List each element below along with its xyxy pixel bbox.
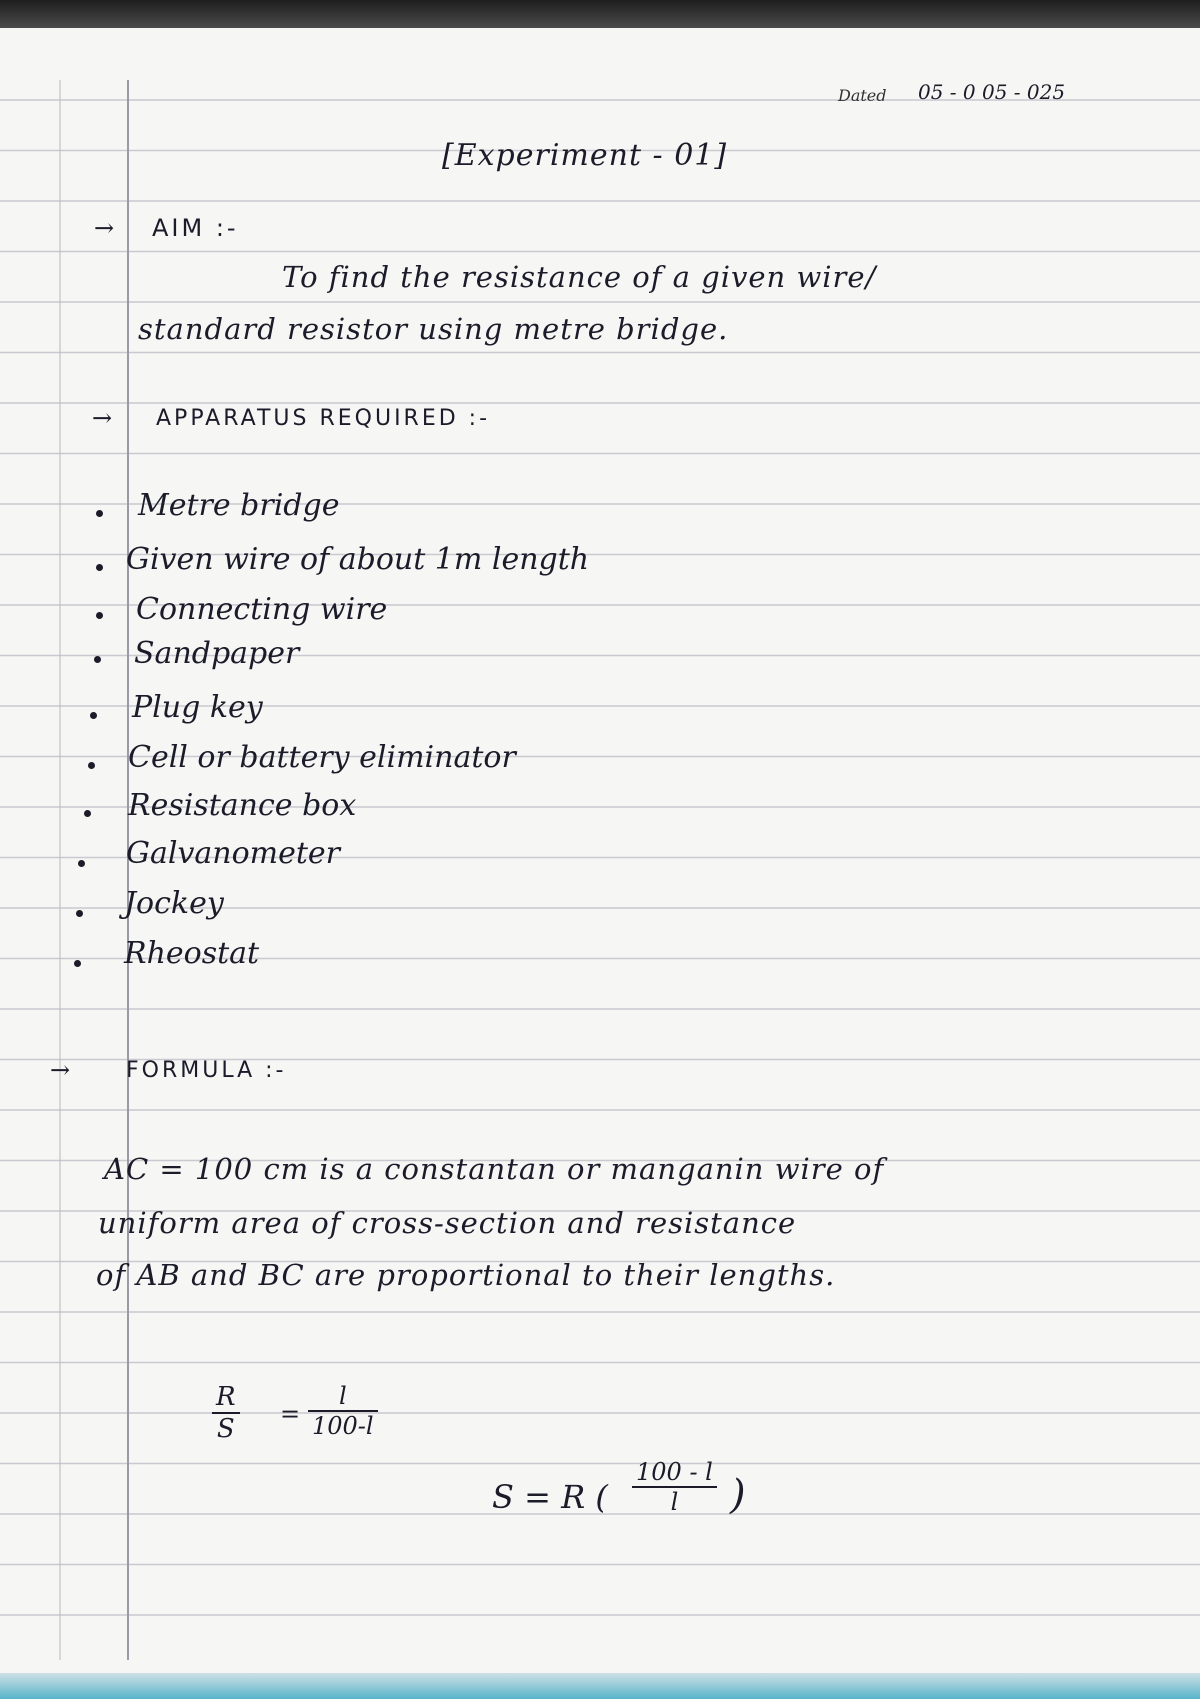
denominator: S [216, 1414, 235, 1444]
aim-heading: AIM :- [152, 214, 239, 242]
bullet-icon [96, 510, 103, 517]
fraction-r-over-s [212, 1382, 240, 1444]
list-item-text: Connecting wire [136, 592, 388, 627]
aim-line-1: To find the resistance of a given wire/ [282, 260, 877, 294]
dated-value: 05 - 0 05 - 025 [918, 80, 1066, 104]
page-title: [Experiment - 01] [442, 138, 728, 173]
aim-arrow: → [94, 214, 115, 242]
list-item-text: Plug key [132, 690, 263, 725]
bullet-icon [78, 860, 85, 867]
list-item-text: Cell or battery eliminator [128, 740, 516, 775]
list-item-text: Jockey [124, 886, 224, 921]
bullet-icon [74, 960, 81, 967]
formula-line-3: of AB and BC are proportional to their lengths. [96, 1258, 836, 1292]
equation-suffix: ) [730, 1472, 746, 1518]
page-bottom-edge [0, 1673, 1200, 1699]
numerator: l [308, 1382, 378, 1412]
formula-heading: FORMULA :- [126, 1058, 287, 1083]
bullet-icon [84, 810, 91, 817]
aim-line-2: standard resistor using metre bridge. [138, 312, 729, 346]
list-item-text: Galvanometer [126, 836, 341, 871]
denominator: l [670, 1488, 679, 1516]
list-item-text: Given wire of about 1m length [126, 542, 590, 577]
equation-prefix: S = R ( [492, 1478, 608, 1516]
bullet-icon [76, 910, 83, 917]
list-item-text: Sandpaper [134, 636, 300, 671]
denominator: 100-l [312, 1412, 374, 1440]
apparatus-heading: APPARATUS REQUIRED :- [156, 406, 491, 431]
formula-line-2: uniform area of cross-section and resistance [98, 1206, 797, 1240]
apparatus-arrow: → [92, 404, 113, 432]
bullet-icon [96, 564, 103, 571]
bullet-icon [96, 612, 103, 619]
numerator: R [212, 1382, 240, 1414]
bullet-icon [88, 762, 95, 769]
fraction-l-over-100-minus-l [308, 1382, 378, 1440]
formula-line-1: AC = 100 cm is a constantan or manganin wire of [104, 1152, 885, 1186]
fraction-100-minus-l-over-l [632, 1458, 717, 1516]
formula-arrow: → [50, 1056, 71, 1084]
bullet-icon [90, 712, 97, 719]
list-item-text: Rheostat [124, 936, 260, 971]
list-item-text: Resistance box [128, 788, 357, 823]
equals-sign: = [280, 1400, 301, 1428]
dated-label: Dated [838, 86, 887, 105]
list-item-text: Metre bridge [138, 488, 340, 523]
numerator: 100 - l [632, 1458, 717, 1488]
bullet-icon [94, 656, 101, 663]
